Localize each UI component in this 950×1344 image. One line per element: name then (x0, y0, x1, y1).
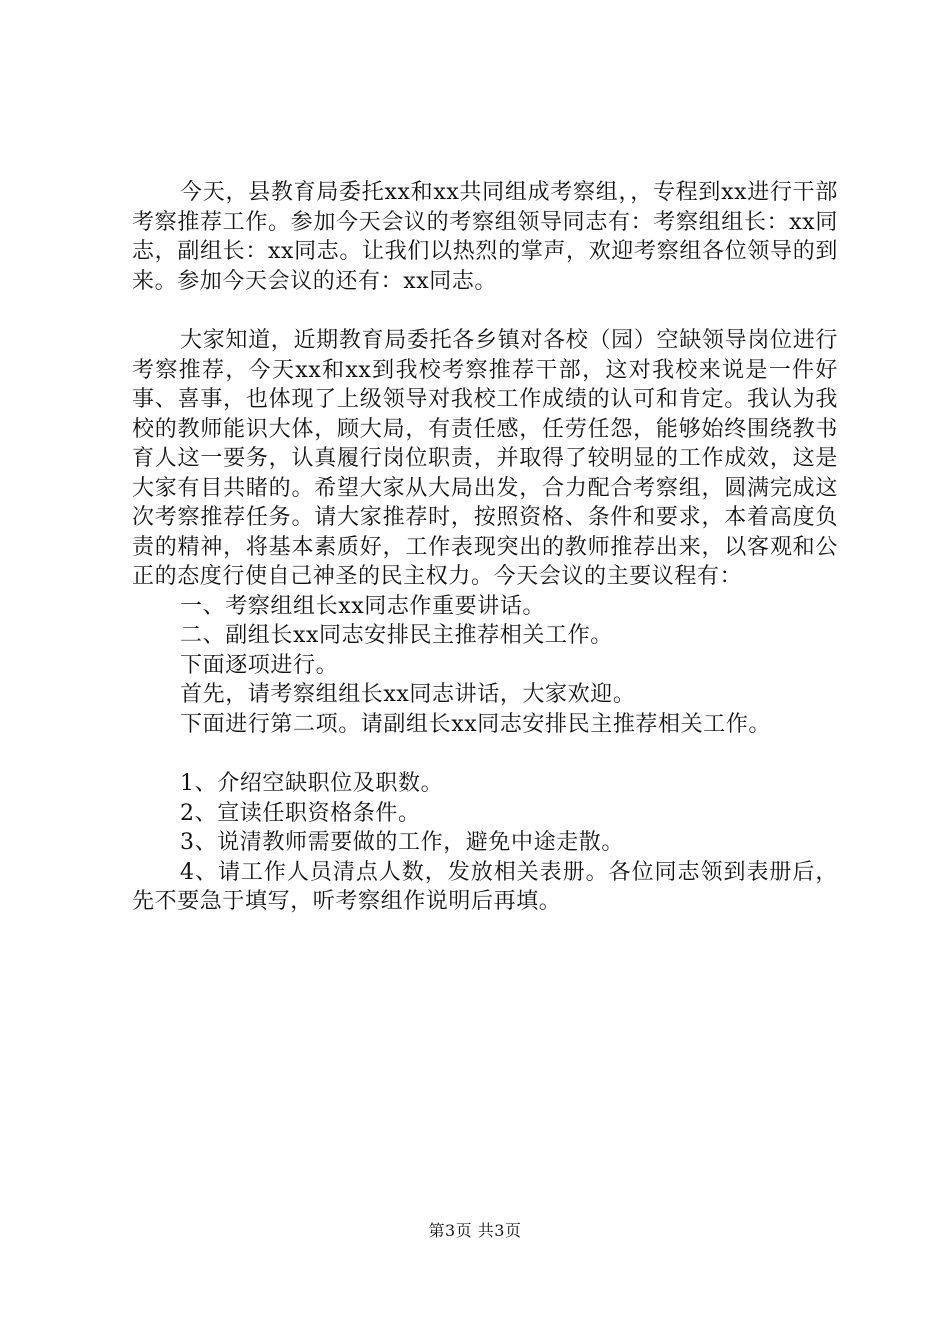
paragraph-second-item: 下面进行第二项。请副组长xx同志安排民主推荐相关工作。 (180, 711, 772, 737)
agenda-item-2: 二、副组长xx同志安排民主推荐相关工作。 (180, 623, 613, 648)
paragraph-first-item: 首先，请考察组组长xx同志讲话，大家欢迎。 (180, 682, 636, 707)
paragraph-opening: 今天，县教育局委托xx和xx共同组成考察组，，专程到xx进行干部考察推荐工作。参加今天会议的考察组领导同志有：考察组组长：xx同志，副组长：xx同志。让我们以热烈的掌声，欢迎考察组各位领导的到来。参加今天会议的还有：xx同志。 (132, 180, 838, 294)
agenda-item-1: 一、考察组组长xx同志作重要讲话。 (180, 593, 546, 619)
paragraph-proceed: 下面逐项进行。 (180, 652, 339, 678)
paragraph-introduction: 大家知道，近期教育局委托各乡镇对各校（园）空缺领导岗位进行考察推荐，今天xx和xx到我校考察推荐干部，这对我校来说是一件好事、喜事，也体现了上级领导对我校工作成绩的认可和肯定。我认为我校的教师能识大体，顾大局，有责任感，任劳任怨，能够始终围绕教书育人这一要务，认真履行岗位职责，并取得了较明显的工作成效，这是大家有目共睹的。希望大家从大局出发，合力配合考察组，圆满完成这次考察推荐任务。请大家推荐时，按照资格、条件和要求，本着高度负责的精神，将基本素质好，工作表现突出的教师推荐出来，以客观和公正的态度行使自己神圣的民主权力。今天会议的主要议程有： (132, 328, 838, 589)
paragraph-gap (132, 296, 838, 326)
document-body (132, 178, 838, 917)
page-number-footer: 第3页 共3页 (428, 1221, 522, 1240)
step-item-1: 1、介绍空缺职位及职数。 (180, 771, 444, 796)
paragraph-gap (132, 739, 838, 769)
step-item-4: 4、请工作人员清点人数，发放相关表册。各位同志领到表册后，先不要急于填写，听考察组作说明后再填。 (132, 859, 838, 914)
step-item-3: 3、说清教师需要做的工作，避免中途走散。 (180, 830, 624, 855)
step-item-2: 2、宣读任职资格条件。 (180, 800, 421, 826)
